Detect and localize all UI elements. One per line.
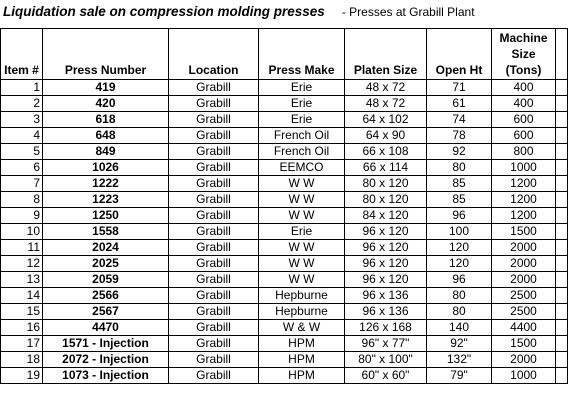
cell-press-number: 4470 bbox=[43, 320, 169, 336]
table-row bbox=[1, 288, 568, 304]
cell-machine-size: 600 bbox=[492, 112, 556, 128]
cell-item: 14 bbox=[1, 288, 43, 304]
table-header-row bbox=[1, 29, 568, 80]
cell-press-make: HPM bbox=[259, 352, 345, 368]
table-row bbox=[1, 320, 568, 336]
column-header-blank bbox=[556, 29, 568, 80]
cell-platen-size: 48 x 72 bbox=[345, 80, 427, 96]
cell-blank bbox=[556, 160, 568, 176]
cell-location: Grabill bbox=[169, 304, 259, 320]
cell-open-ht: 80 bbox=[427, 288, 492, 304]
cell-blank bbox=[556, 272, 568, 288]
cell-item: 10 bbox=[1, 224, 43, 240]
cell-press-make: W W bbox=[259, 256, 345, 272]
cell-item: 13 bbox=[1, 272, 43, 288]
cell-location: Grabill bbox=[169, 272, 259, 288]
column-header-press-number: Press Number bbox=[43, 29, 169, 80]
cell-machine-size: 4400 bbox=[492, 320, 556, 336]
cell-blank bbox=[556, 288, 568, 304]
cell-blank bbox=[556, 112, 568, 128]
cell-press-number: 419 bbox=[43, 80, 169, 96]
cell-item: 8 bbox=[1, 192, 43, 208]
column-header-item: Item # bbox=[1, 29, 43, 80]
cell-machine-size: 1000 bbox=[492, 368, 556, 384]
cell-item: 11 bbox=[1, 240, 43, 256]
cell-location: Grabill bbox=[169, 80, 259, 96]
table-row bbox=[1, 192, 568, 208]
cell-blank bbox=[556, 80, 568, 96]
cell-machine-size: 2000 bbox=[492, 240, 556, 256]
column-header-location: Location bbox=[169, 29, 259, 80]
cell-blank bbox=[556, 368, 568, 384]
cell-platen-size: 64 x 102 bbox=[345, 112, 427, 128]
cell-press-number: 1026 bbox=[43, 160, 169, 176]
cell-machine-size: 2000 bbox=[492, 352, 556, 368]
cell-press-make: Erie bbox=[259, 80, 345, 96]
cell-blank bbox=[556, 240, 568, 256]
cell-press-make: W W bbox=[259, 176, 345, 192]
cell-open-ht: 71 bbox=[427, 80, 492, 96]
table-row bbox=[1, 128, 568, 144]
cell-press-make: French Oil bbox=[259, 144, 345, 160]
cell-machine-size: 1500 bbox=[492, 336, 556, 352]
cell-item: 2 bbox=[1, 96, 43, 112]
cell-press-make: French Oil bbox=[259, 128, 345, 144]
cell-item: 12 bbox=[1, 256, 43, 272]
cell-location: Grabill bbox=[169, 320, 259, 336]
cell-open-ht: 79" bbox=[427, 368, 492, 384]
cell-blank bbox=[556, 304, 568, 320]
machine-size-line-1: Machine bbox=[499, 31, 548, 45]
cell-machine-size: 1500 bbox=[492, 224, 556, 240]
cell-location: Grabill bbox=[169, 224, 259, 240]
cell-machine-size: 2000 bbox=[492, 272, 556, 288]
cell-open-ht: 92 bbox=[427, 144, 492, 160]
cell-blank bbox=[556, 96, 568, 112]
cell-item: 3 bbox=[1, 112, 43, 128]
cell-location: Grabill bbox=[169, 144, 259, 160]
cell-blank bbox=[556, 208, 568, 224]
cell-open-ht: 85 bbox=[427, 192, 492, 208]
cell-press-make: Erie bbox=[259, 224, 345, 240]
cell-open-ht: 61 bbox=[427, 96, 492, 112]
cell-press-make: W W bbox=[259, 240, 345, 256]
table-row bbox=[1, 160, 568, 176]
cell-open-ht: 92" bbox=[427, 336, 492, 352]
cell-press-number: 1073 - Injection bbox=[43, 368, 169, 384]
cell-item: 9 bbox=[1, 208, 43, 224]
cell-blank bbox=[556, 144, 568, 160]
cell-platen-size: 126 x 168 bbox=[345, 320, 427, 336]
cell-platen-size: 80" x 100" bbox=[345, 352, 427, 368]
cell-location: Grabill bbox=[169, 128, 259, 144]
cell-machine-size: 2000 bbox=[492, 256, 556, 272]
cell-press-make: W & W bbox=[259, 320, 345, 336]
cell-blank bbox=[556, 352, 568, 368]
cell-blank bbox=[556, 336, 568, 352]
cell-item: 5 bbox=[1, 144, 43, 160]
table-body bbox=[1, 80, 568, 384]
page-title: Liquidation sale on compression molding presses bbox=[3, 4, 325, 19]
cell-item: 7 bbox=[1, 176, 43, 192]
cell-platen-size: 66 x 114 bbox=[345, 160, 427, 176]
cell-press-make: Hepburne bbox=[259, 288, 345, 304]
cell-platen-size: 66 x 108 bbox=[345, 144, 427, 160]
table-row bbox=[1, 80, 568, 96]
cell-press-number: 2566 bbox=[43, 288, 169, 304]
cell-platen-size: 48 x 72 bbox=[345, 96, 427, 112]
cell-blank bbox=[556, 192, 568, 208]
cell-location: Grabill bbox=[169, 192, 259, 208]
cell-machine-size: 2500 bbox=[492, 288, 556, 304]
cell-platen-size: 80 x 120 bbox=[345, 192, 427, 208]
cell-location: Grabill bbox=[169, 96, 259, 112]
cell-press-number: 2567 bbox=[43, 304, 169, 320]
cell-platen-size: 96 x 120 bbox=[345, 240, 427, 256]
column-header-platen-size: Platen Size bbox=[345, 29, 427, 80]
column-header-machine-size bbox=[492, 29, 556, 80]
table-row bbox=[1, 112, 568, 128]
cell-press-make: W W bbox=[259, 208, 345, 224]
cell-press-number: 849 bbox=[43, 144, 169, 160]
cell-item: 6 bbox=[1, 160, 43, 176]
column-header-open-ht: Open Ht bbox=[427, 29, 492, 80]
table-row bbox=[1, 352, 568, 368]
cell-press-number: 618 bbox=[43, 112, 169, 128]
cell-blank bbox=[556, 256, 568, 272]
cell-press-number: 1558 bbox=[43, 224, 169, 240]
table-row bbox=[1, 224, 568, 240]
column-header-press-make: Press Make bbox=[259, 29, 345, 80]
cell-location: Grabill bbox=[169, 256, 259, 272]
cell-press-number: 2059 bbox=[43, 272, 169, 288]
cell-platen-size: 96 x 120 bbox=[345, 256, 427, 272]
cell-location: Grabill bbox=[169, 336, 259, 352]
cell-press-number: 1222 bbox=[43, 176, 169, 192]
table-row bbox=[1, 272, 568, 288]
cell-press-make: Hepburne bbox=[259, 304, 345, 320]
cell-location: Grabill bbox=[169, 352, 259, 368]
presses-table bbox=[0, 28, 568, 384]
cell-machine-size: 1000 bbox=[492, 160, 556, 176]
cell-open-ht: 140 bbox=[427, 320, 492, 336]
cell-open-ht: 74 bbox=[427, 112, 492, 128]
cell-open-ht: 80 bbox=[427, 160, 492, 176]
cell-machine-size: 400 bbox=[492, 80, 556, 96]
cell-open-ht: 80 bbox=[427, 304, 492, 320]
title-row bbox=[3, 4, 475, 24]
cell-platen-size: 96 x 120 bbox=[345, 272, 427, 288]
cell-open-ht: 96 bbox=[427, 272, 492, 288]
cell-open-ht: 100 bbox=[427, 224, 492, 240]
cell-item: 18 bbox=[1, 352, 43, 368]
cell-item: 17 bbox=[1, 336, 43, 352]
cell-item: 4 bbox=[1, 128, 43, 144]
table-row bbox=[1, 304, 568, 320]
cell-location: Grabill bbox=[169, 160, 259, 176]
machine-size-line-3: (Tons) bbox=[505, 63, 542, 77]
cell-press-number: 2024 bbox=[43, 240, 169, 256]
cell-platen-size: 96" x 77" bbox=[345, 336, 427, 352]
cell-press-make: W W bbox=[259, 192, 345, 208]
cell-blank bbox=[556, 176, 568, 192]
cell-press-make: Erie bbox=[259, 96, 345, 112]
cell-press-number: 2025 bbox=[43, 256, 169, 272]
cell-press-number: 1571 - Injection bbox=[43, 336, 169, 352]
table-row bbox=[1, 144, 568, 160]
cell-press-make: EEMCO bbox=[259, 160, 345, 176]
cell-item: 15 bbox=[1, 304, 43, 320]
cell-location: Grabill bbox=[169, 368, 259, 384]
cell-open-ht: 120 bbox=[427, 240, 492, 256]
cell-item: 1 bbox=[1, 80, 43, 96]
table-row bbox=[1, 208, 568, 224]
cell-machine-size: 800 bbox=[492, 144, 556, 160]
cell-open-ht: 78 bbox=[427, 128, 492, 144]
cell-platen-size: 96 x 120 bbox=[345, 224, 427, 240]
cell-press-make: W W bbox=[259, 272, 345, 288]
cell-press-number: 420 bbox=[43, 96, 169, 112]
table-row bbox=[1, 240, 568, 256]
cell-open-ht: 120 bbox=[427, 256, 492, 272]
table-row bbox=[1, 336, 568, 352]
cell-blank bbox=[556, 224, 568, 240]
cell-location: Grabill bbox=[169, 208, 259, 224]
table-row bbox=[1, 96, 568, 112]
cell-open-ht: 96 bbox=[427, 208, 492, 224]
cell-platen-size: 96 x 136 bbox=[345, 288, 427, 304]
cell-machine-size: 600 bbox=[492, 128, 556, 144]
cell-item: 16 bbox=[1, 320, 43, 336]
cell-machine-size: 1200 bbox=[492, 176, 556, 192]
cell-press-make: Erie bbox=[259, 112, 345, 128]
cell-open-ht: 132" bbox=[427, 352, 492, 368]
cell-press-number: 648 bbox=[43, 128, 169, 144]
cell-location: Grabill bbox=[169, 240, 259, 256]
cell-location: Grabill bbox=[169, 176, 259, 192]
cell-machine-size: 400 bbox=[492, 96, 556, 112]
table-row bbox=[1, 368, 568, 384]
cell-press-make: HPM bbox=[259, 368, 345, 384]
cell-press-make: HPM bbox=[259, 336, 345, 352]
cell-machine-size: 2500 bbox=[492, 304, 556, 320]
cell-machine-size: 1200 bbox=[492, 192, 556, 208]
cell-press-number: 2072 - Injection bbox=[43, 352, 169, 368]
cell-item: 19 bbox=[1, 368, 43, 384]
machine-size-line-2: Size bbox=[511, 47, 536, 61]
cell-press-number: 1223 bbox=[43, 192, 169, 208]
cell-platen-size: 80 x 120 bbox=[345, 176, 427, 192]
cell-blank bbox=[556, 128, 568, 144]
cell-location: Grabill bbox=[169, 288, 259, 304]
table-row bbox=[1, 176, 568, 192]
cell-open-ht: 85 bbox=[427, 176, 492, 192]
cell-platen-size: 64 x 90 bbox=[345, 128, 427, 144]
cell-location: Grabill bbox=[169, 112, 259, 128]
cell-platen-size: 60" x 60" bbox=[345, 368, 427, 384]
table-row bbox=[1, 256, 568, 272]
cell-platen-size: 96 x 136 bbox=[345, 304, 427, 320]
cell-machine-size: 1200 bbox=[492, 208, 556, 224]
page-subtitle: - Presses at Grabill Plant bbox=[341, 5, 475, 19]
cell-platen-size: 84 x 120 bbox=[345, 208, 427, 224]
cell-press-number: 1250 bbox=[43, 208, 169, 224]
cell-blank bbox=[556, 320, 568, 336]
